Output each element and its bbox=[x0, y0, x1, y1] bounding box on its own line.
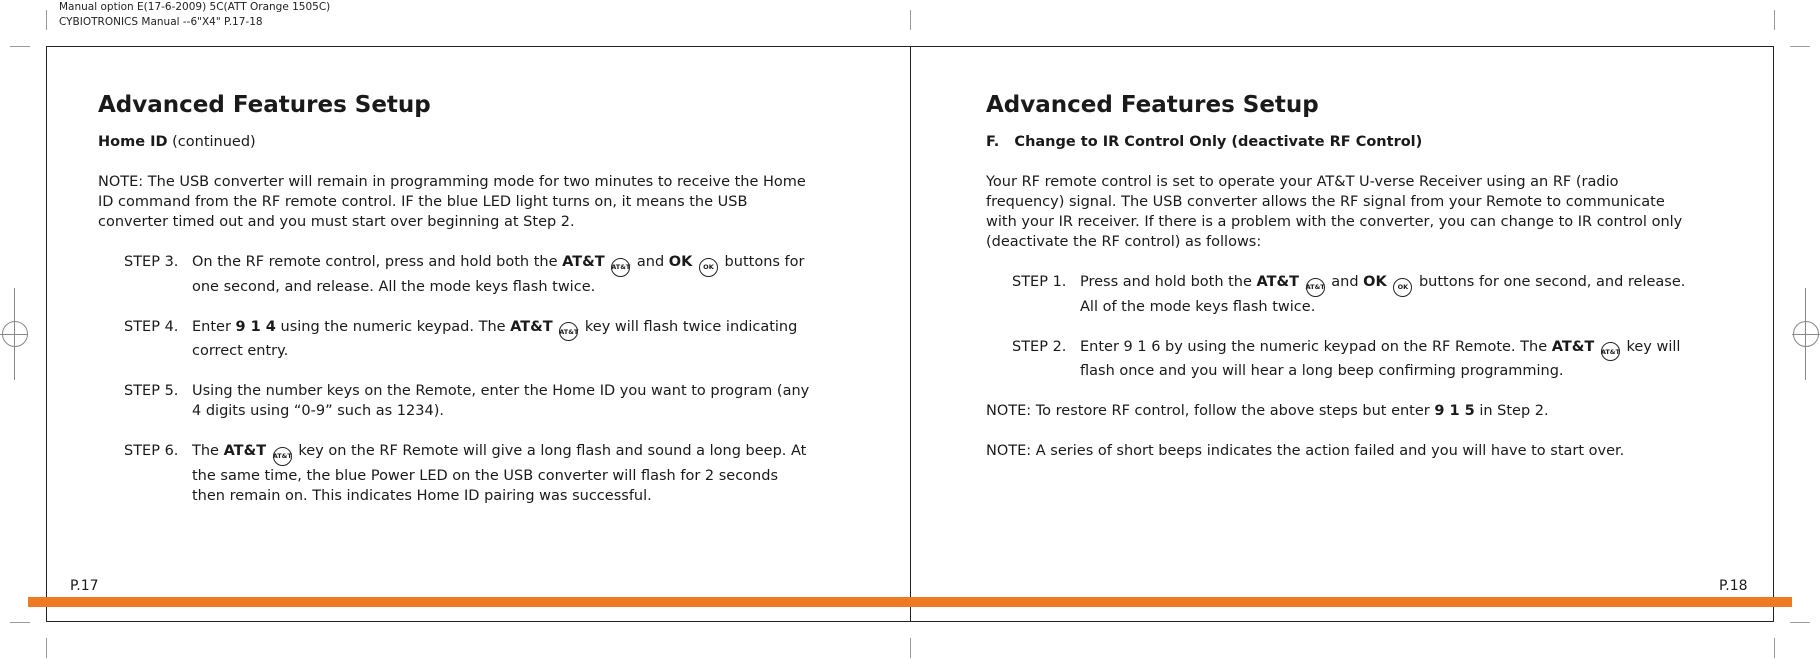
att-key-icon: AT&T bbox=[1306, 278, 1325, 297]
step-text: Enter 9 1 6 by using the numeric keypad on the RF Remote. The AT&T AT&T key will flash once and you will hear a long beep confirming programming. bbox=[1080, 338, 1681, 379]
step-number: STEP 3. bbox=[124, 254, 179, 270]
section-heading: F. Change to IR Control Only (deactivate RF Control) bbox=[986, 134, 1423, 150]
registration-mark bbox=[2, 321, 28, 347]
intro-paragraph: Your RF remote control is set to operate your AT&T U-verse Receiver using an RF (radio frequency) signal. The USB converter allows the RF signal from your Remote to communicate with your IR receiver. If there is a problem with the converter, you can change to IR control only (deactivate the RF control) as follows: bbox=[986, 174, 1683, 250]
att-key-icon: AT&T bbox=[611, 258, 630, 277]
crop-mark bbox=[46, 638, 47, 658]
crop-mark bbox=[910, 10, 911, 30]
step-text: On the RF remote control, press and hold both the AT&T AT&T and OK OK buttons for one second, and release. All the mode keys flash twice. bbox=[192, 254, 805, 295]
section-subtitle: Home ID (continued) bbox=[98, 134, 256, 150]
att-key-icon: AT&T bbox=[1601, 342, 1620, 361]
step-5 bbox=[124, 381, 810, 421]
step-number: STEP 6. bbox=[124, 443, 179, 459]
page-number-left: P.17 bbox=[70, 578, 99, 594]
att-key-icon: AT&T bbox=[559, 322, 578, 341]
page-divider bbox=[910, 46, 911, 622]
att-key-icon: AT&T bbox=[273, 447, 292, 466]
page-title: Advanced Features Setup bbox=[986, 92, 1319, 118]
step-number: STEP 5. bbox=[124, 383, 179, 399]
step-6 bbox=[124, 441, 810, 506]
step-number: STEP 2. bbox=[1012, 338, 1067, 355]
ok-key-icon: OK bbox=[699, 258, 718, 277]
print-header-line1: Manual option E(17-6-2009) 5C(ATT Orange 1505C) bbox=[59, 1, 331, 13]
step-text: Using the number keys on the Remote, enter the Home ID you want to program (any 4 digits using “0-9” such as 1234). bbox=[192, 383, 810, 419]
crop-mark bbox=[1774, 638, 1775, 658]
right-page bbox=[986, 88, 1686, 461]
step-number: STEP 4. bbox=[124, 318, 179, 335]
step-1 bbox=[1012, 272, 1686, 317]
step-4 bbox=[124, 317, 810, 362]
step-number: STEP 1. bbox=[1012, 274, 1067, 290]
step-2 bbox=[1012, 337, 1686, 382]
print-header bbox=[59, 0, 330, 30]
crop-mark bbox=[1774, 10, 1775, 30]
crop-mark bbox=[46, 10, 47, 30]
print-header-line2: CYBIOTRONICS Manual --6"X4" P.17-18 bbox=[59, 16, 263, 28]
crop-mark bbox=[10, 622, 30, 623]
note-restore-rf: NOTE: To restore RF control, follow the above steps but enter 9 1 5 in Step 2. bbox=[986, 403, 1549, 419]
orange-band bbox=[28, 597, 1792, 607]
page-title: Advanced Features Setup bbox=[98, 92, 431, 118]
left-page bbox=[98, 88, 810, 526]
crop-mark bbox=[910, 638, 911, 658]
note-paragraph: NOTE: The USB converter will remain in programming mode for two minutes to receive the Home ID command from the RF remote control. IF the blue LED light turns on, it means the USB converter timed out and you must start over beginning at Step 2. bbox=[98, 174, 806, 230]
step-text: Enter 9 1 4 using the numeric keypad. The AT&T AT&T key will flash twice indicating correct entry. bbox=[192, 318, 798, 359]
step-text: The AT&T AT&T key on the RF Remote will give a long flash and sound a long beep. At the same time, the blue Power LED on the USB converter will flash for 2 seconds then remain on. This indicates Home ID pairing was successful. bbox=[192, 443, 807, 504]
crop-mark bbox=[1790, 622, 1810, 623]
step-text: Press and hold both the AT&T AT&T and OK OK buttons for one second, and release. All of the mode keys flash twice. bbox=[1080, 274, 1686, 315]
ok-key-icon: OK bbox=[1393, 278, 1412, 297]
step-3 bbox=[124, 252, 810, 297]
crop-mark bbox=[1790, 46, 1810, 47]
page-number-right: P.18 bbox=[1719, 578, 1748, 594]
crop-mark bbox=[10, 46, 30, 47]
note-short-beeps: NOTE: A series of short beeps indicates the action failed and you will have to start over. bbox=[986, 443, 1625, 459]
registration-mark bbox=[1793, 321, 1819, 347]
steps-list bbox=[98, 252, 810, 506]
steps-list bbox=[986, 272, 1686, 381]
